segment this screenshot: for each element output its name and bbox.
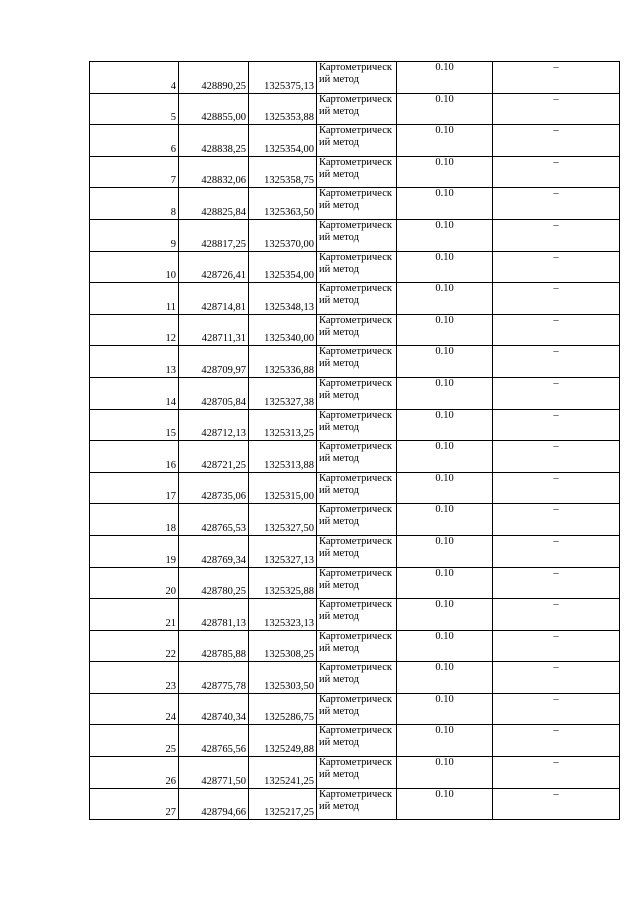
table-row [90,693,620,725]
y-coordinate-cell: 1325327,13 [249,535,317,567]
point-number-cell: 11 [90,283,179,315]
point-number-cell: 24 [90,693,179,725]
x-coordinate-cell: 428726,41 [179,251,249,283]
point-number-cell: 4 [90,62,179,94]
method-cell: Картометрический метод [317,219,397,251]
method-cell: Картометрический метод [317,441,397,473]
note-cell: – [493,693,620,725]
method-cell: Картометрический метод [317,599,397,631]
method-cell: Картометрический метод [317,504,397,536]
table-row [90,725,620,757]
method-cell: Картометрический метод [317,472,397,504]
error-cell: 0.10 [397,219,493,251]
method-cell: Картометрический метод [317,788,397,820]
point-number-cell: 16 [90,441,179,473]
x-coordinate-cell: 428769,34 [179,535,249,567]
method-cell: Картометрический метод [317,757,397,789]
y-coordinate-cell: 1325353,88 [249,93,317,125]
error-cell: 0.10 [397,535,493,567]
x-coordinate-cell: 428712,13 [179,409,249,441]
y-coordinate-cell: 1325363,50 [249,188,317,220]
coordinates-table-body [90,62,620,820]
y-coordinate-cell: 1325308,25 [249,630,317,662]
method-cell: Картометрический метод [317,156,397,188]
y-coordinate-cell: 1325336,88 [249,346,317,378]
table-row [90,567,620,599]
point-number-cell: 5 [90,93,179,125]
note-cell: – [493,441,620,473]
error-cell: 0.10 [397,188,493,220]
x-coordinate-cell: 428709,97 [179,346,249,378]
note-cell: – [493,725,620,757]
method-cell: Картометрический метод [317,125,397,157]
error-cell: 0.10 [397,346,493,378]
method-cell: Картометрический метод [317,188,397,220]
y-coordinate-cell: 1325348,13 [249,283,317,315]
note-cell: – [493,630,620,662]
note-cell: – [493,283,620,315]
note-cell: – [493,314,620,346]
table-row [90,62,620,94]
y-coordinate-cell: 1325327,50 [249,504,317,536]
note-cell: – [493,599,620,631]
y-coordinate-cell: 1325354,00 [249,125,317,157]
point-number-cell: 14 [90,377,179,409]
x-coordinate-cell: 428794,66 [179,788,249,820]
method-cell: Картометрический метод [317,662,397,694]
x-coordinate-cell: 428781,13 [179,599,249,631]
y-coordinate-cell: 1325370,00 [249,219,317,251]
method-cell: Картометрический метод [317,409,397,441]
x-coordinate-cell: 428705,84 [179,377,249,409]
y-coordinate-cell: 1325327,38 [249,377,317,409]
x-coordinate-cell: 428765,56 [179,725,249,757]
table-row [90,188,620,220]
table-row [90,251,620,283]
table-row [90,788,620,820]
method-cell: Картометрический метод [317,630,397,662]
x-coordinate-cell: 428771,50 [179,757,249,789]
note-cell: – [493,346,620,378]
point-number-cell: 22 [90,630,179,662]
error-cell: 0.10 [397,725,493,757]
note-cell: – [493,188,620,220]
note-cell: – [493,662,620,694]
x-coordinate-cell: 428711,31 [179,314,249,346]
x-coordinate-cell: 428855,00 [179,93,249,125]
error-cell: 0.10 [397,788,493,820]
point-number-cell: 23 [90,662,179,694]
table-row [90,472,620,504]
y-coordinate-cell: 1325354,00 [249,251,317,283]
method-cell: Картометрический метод [317,283,397,315]
method-cell: Картометрический метод [317,725,397,757]
error-cell: 0.10 [397,251,493,283]
note-cell: – [493,251,620,283]
point-number-cell: 20 [90,567,179,599]
note-cell: – [493,219,620,251]
y-coordinate-cell: 1325217,25 [249,788,317,820]
note-cell: – [493,472,620,504]
x-coordinate-cell: 428714,81 [179,283,249,315]
table-row [90,93,620,125]
error-cell: 0.10 [397,567,493,599]
point-number-cell: 19 [90,535,179,567]
y-coordinate-cell: 1325313,88 [249,441,317,473]
x-coordinate-cell: 428785,88 [179,630,249,662]
table-row [90,314,620,346]
table-row [90,219,620,251]
y-coordinate-cell: 1325340,00 [249,314,317,346]
method-cell: Картометрический метод [317,314,397,346]
error-cell: 0.10 [397,156,493,188]
method-cell: Картометрический метод [317,62,397,94]
error-cell: 0.10 [397,377,493,409]
x-coordinate-cell: 428838,25 [179,125,249,157]
error-cell: 0.10 [397,441,493,473]
point-number-cell: 7 [90,156,179,188]
error-cell: 0.10 [397,93,493,125]
point-number-cell: 8 [90,188,179,220]
x-coordinate-cell: 428740,34 [179,693,249,725]
note-cell: – [493,567,620,599]
note-cell: – [493,62,620,94]
error-cell: 0.10 [397,409,493,441]
point-number-cell: 21 [90,599,179,631]
table-row [90,630,620,662]
x-coordinate-cell: 428825,84 [179,188,249,220]
note-cell: – [493,156,620,188]
point-number-cell: 18 [90,504,179,536]
y-coordinate-cell: 1325315,00 [249,472,317,504]
note-cell: – [493,125,620,157]
x-coordinate-cell: 428775,78 [179,662,249,694]
table-row [90,346,620,378]
table-row [90,599,620,631]
error-cell: 0.10 [397,599,493,631]
note-cell: – [493,377,620,409]
point-number-cell: 17 [90,472,179,504]
method-cell: Картометрический метод [317,251,397,283]
error-cell: 0.10 [397,62,493,94]
coordinates-table [89,61,620,820]
error-cell: 0.10 [397,504,493,536]
note-cell: – [493,788,620,820]
error-cell: 0.10 [397,662,493,694]
x-coordinate-cell: 428780,25 [179,567,249,599]
method-cell: Картометрический метод [317,377,397,409]
note-cell: – [493,93,620,125]
x-coordinate-cell: 428890,25 [179,62,249,94]
note-cell: – [493,504,620,536]
table-row [90,535,620,567]
method-cell: Картометрический метод [317,693,397,725]
table-row [90,283,620,315]
point-number-cell: 13 [90,346,179,378]
error-cell: 0.10 [397,472,493,504]
x-coordinate-cell: 428765,53 [179,504,249,536]
error-cell: 0.10 [397,283,493,315]
table-row [90,377,620,409]
table-row [90,156,620,188]
error-cell: 0.10 [397,314,493,346]
y-coordinate-cell: 1325303,50 [249,662,317,694]
y-coordinate-cell: 1325323,13 [249,599,317,631]
method-cell: Картометрический метод [317,346,397,378]
y-coordinate-cell: 1325375,13 [249,62,317,94]
y-coordinate-cell: 1325358,75 [249,156,317,188]
table-row [90,757,620,789]
point-number-cell: 10 [90,251,179,283]
y-coordinate-cell: 1325249,88 [249,725,317,757]
x-coordinate-cell: 428817,25 [179,219,249,251]
error-cell: 0.10 [397,693,493,725]
error-cell: 0.10 [397,125,493,157]
x-coordinate-cell: 428832,06 [179,156,249,188]
error-cell: 0.10 [397,630,493,662]
point-number-cell: 6 [90,125,179,157]
method-cell: Картометрический метод [317,93,397,125]
table-row [90,125,620,157]
point-number-cell: 26 [90,757,179,789]
error-cell: 0.10 [397,757,493,789]
point-number-cell: 27 [90,788,179,820]
point-number-cell: 12 [90,314,179,346]
table-row [90,504,620,536]
table-row [90,662,620,694]
note-cell: – [493,409,620,441]
point-number-cell: 15 [90,409,179,441]
note-cell: – [493,757,620,789]
method-cell: Картометрический метод [317,567,397,599]
y-coordinate-cell: 1325313,25 [249,409,317,441]
x-coordinate-cell: 428735,06 [179,472,249,504]
y-coordinate-cell: 1325286,75 [249,693,317,725]
x-coordinate-cell: 428721,25 [179,441,249,473]
note-cell: – [493,535,620,567]
y-coordinate-cell: 1325241,25 [249,757,317,789]
point-number-cell: 25 [90,725,179,757]
y-coordinate-cell: 1325325,88 [249,567,317,599]
table-row [90,409,620,441]
table-row [90,441,620,473]
point-number-cell: 9 [90,219,179,251]
method-cell: Картометрический метод [317,535,397,567]
